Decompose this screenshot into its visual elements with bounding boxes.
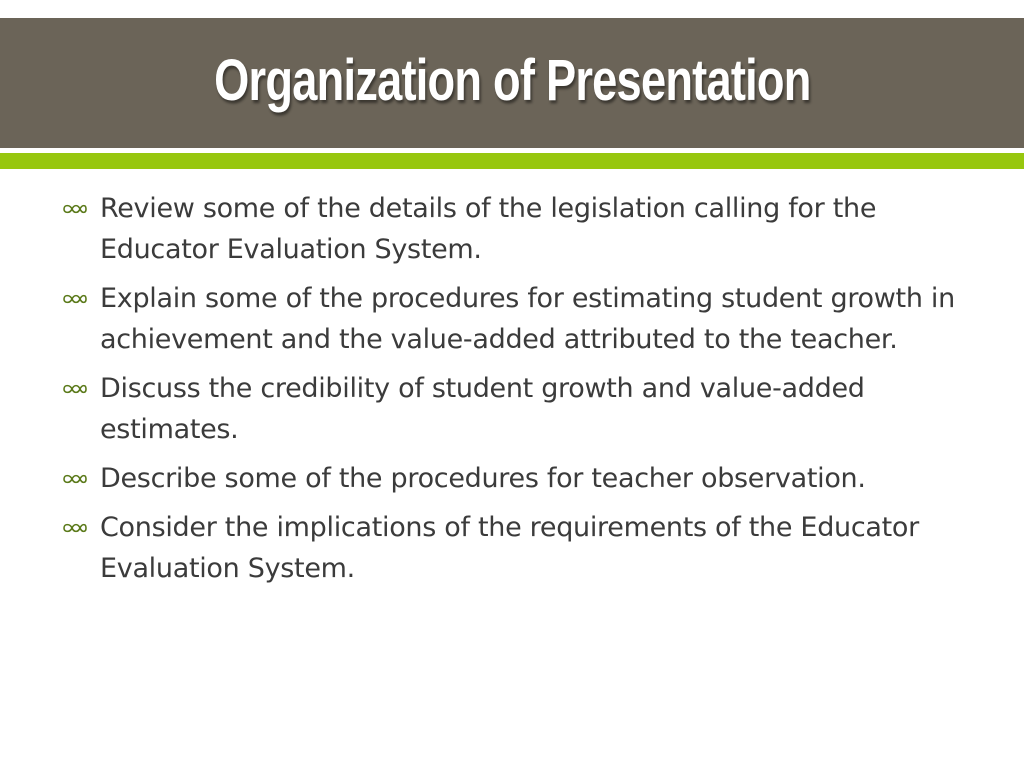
bullet-text: Discuss the credibility of student growth and value-added estimates. xyxy=(100,373,865,445)
double-loop-bullet-icon xyxy=(62,458,100,499)
double-loop-bullet-icon xyxy=(62,507,100,548)
bullet-item xyxy=(62,368,962,450)
bullet-item xyxy=(62,458,962,499)
title-band xyxy=(0,18,1024,148)
bullet-item xyxy=(62,507,962,589)
bullet-list xyxy=(62,188,962,597)
bullet-text: Describe some of the procedures for teacher observation. xyxy=(100,463,866,494)
bullet-text: Consider the implications of the requirements of the Educator Evaluation System. xyxy=(100,512,919,584)
bullet-text: Explain some of the procedures for estimating student growth in achievement and the value-added attributed to the teacher. xyxy=(100,283,955,355)
bullet-item xyxy=(62,188,962,270)
bullet-item xyxy=(62,278,962,360)
bullet-text: Review some of the details of the legislation calling for the Educator Evaluation System. xyxy=(100,193,877,265)
accent-bar xyxy=(0,153,1024,169)
slide-title: Organization of Presentation xyxy=(213,47,811,113)
double-loop-bullet-icon xyxy=(62,188,100,229)
double-loop-bullet-icon xyxy=(62,368,100,409)
double-loop-bullet-icon xyxy=(62,278,100,319)
